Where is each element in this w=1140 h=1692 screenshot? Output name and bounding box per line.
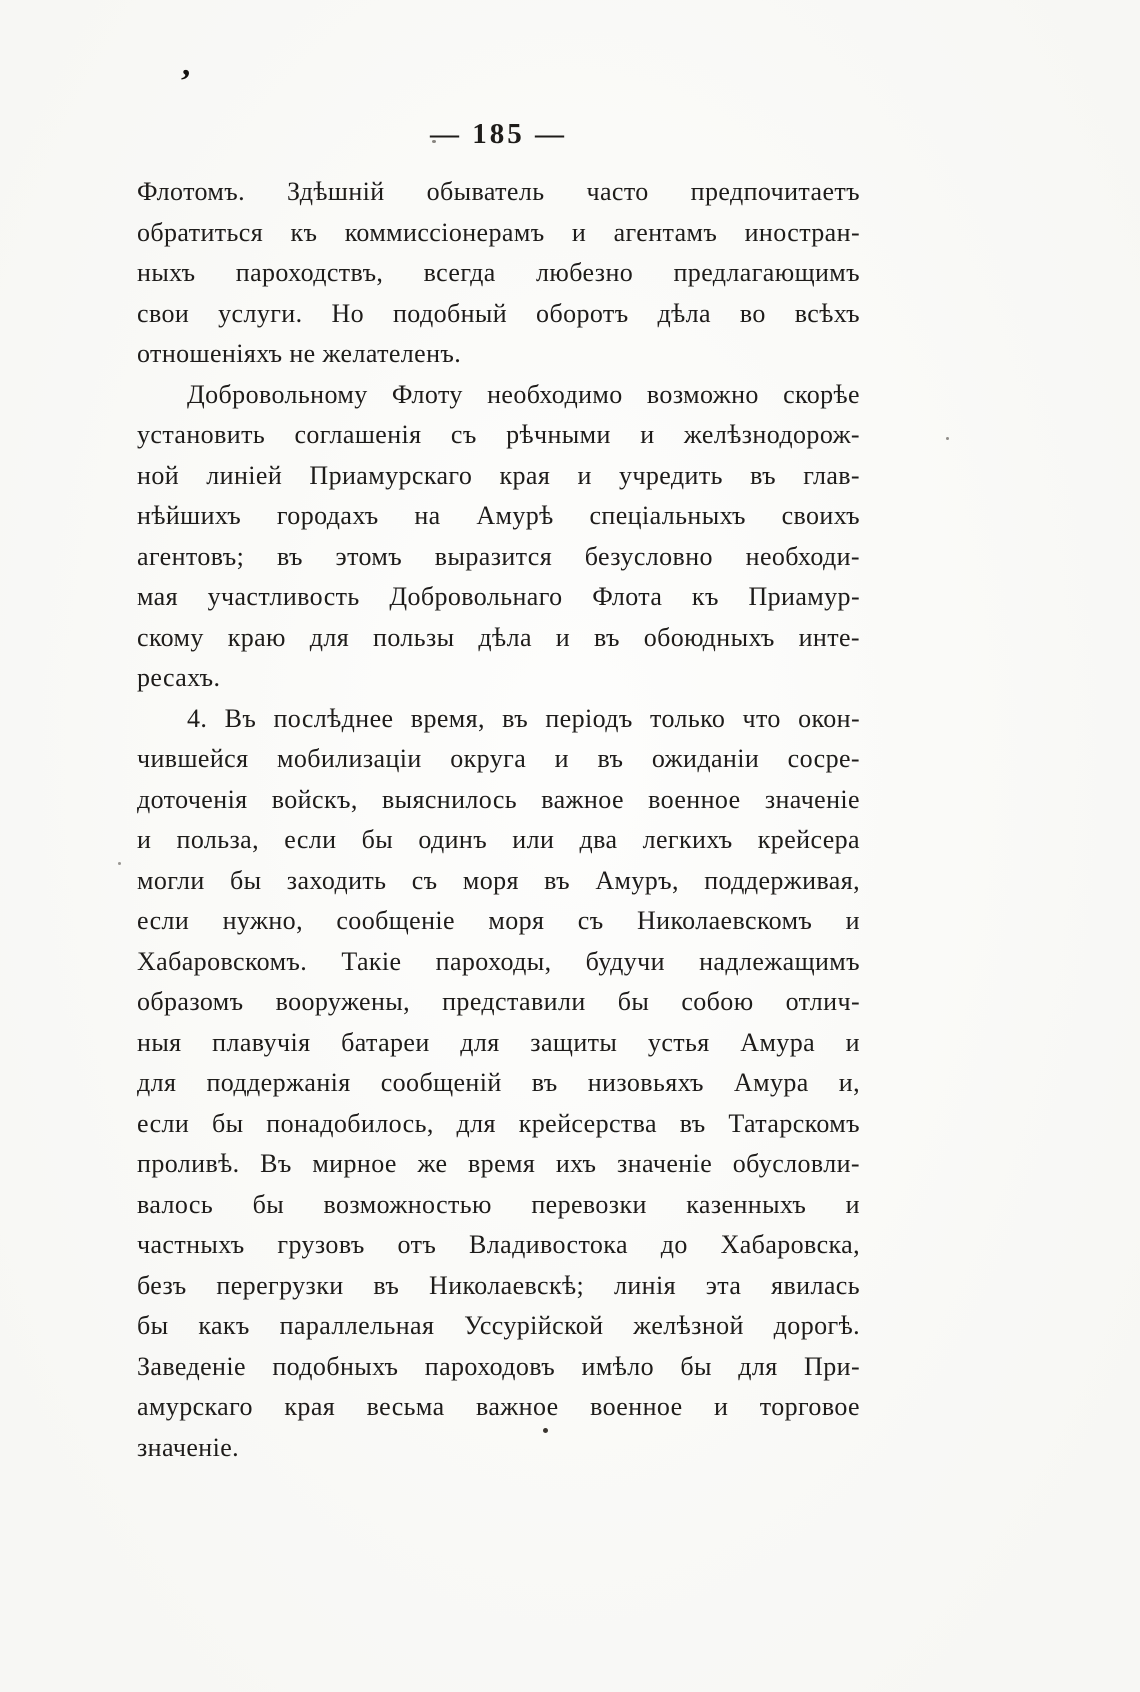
text-line: чившейся мобилизаціи округа и въ ожиданіи сосре- [137, 744, 860, 773]
text-line: ресахъ. [137, 663, 221, 692]
scan-speck [118, 862, 121, 865]
text-line: валось бы возможностью перевозки казенныхъ и [137, 1189, 860, 1219]
text-line: частныхъ грузовъ отъ Владивостока до Хабаровска, [137, 1230, 860, 1259]
text-line: значеніе. [137, 1432, 240, 1462]
text-line: скому краю для пользы дѣла и въ обоюдныхъ инте- [137, 622, 860, 652]
text-line: проливѣ. Въ мирное же время ихъ значеніе обусловли- [137, 1149, 860, 1178]
ink-mark: , [180, 45, 195, 84]
text-line: бы какъ параллельная Уссурійской желѣзной дорогѣ. [137, 1311, 860, 1340]
text-line: ныхъ пароходствъ, всегда любезно предлагающимъ [137, 258, 860, 287]
text-line: отношеніяхъ не желателенъ. [137, 339, 462, 368]
text-line: обратиться къ коммиссіонерамъ и агентамъ иностран- [137, 217, 860, 247]
text-line: Хабаровскомъ. Такіе пароходы, будучи надлежащимъ [137, 946, 860, 976]
text-line: если нужно, сообщеніе моря съ Николаевскомъ и [137, 906, 860, 935]
text-line: могли бы заходить съ моря въ Амуръ, поддерживая, [137, 865, 860, 895]
text-line: для поддержанія сообщеній въ низовьяхъ Амура и, [137, 1068, 860, 1097]
text-line: ной линіей Приамурскаго края и учредить въ глав- [137, 460, 860, 490]
page-number: — 185 — [430, 118, 567, 150]
text-line: Заведеніе подобныхъ пароходовъ имѣло бы для При- [137, 1351, 860, 1381]
text-line: 4. Въ послѣднее время, въ періодъ только что окон- [187, 703, 860, 733]
paragraph [137, 172, 860, 375]
text-line: установить соглашенія съ рѣчными и желѣзнодорож- [137, 420, 860, 449]
text-line: Флотомъ. Здѣшній обыватель часто предпочитаетъ [137, 177, 860, 206]
text-line: если бы понадобилось, для крейсерства въ Татарскомъ [137, 1108, 860, 1138]
text-line: нѣйшихъ городахъ на Амурѣ спеціальныхъ своихъ [137, 501, 860, 530]
paragraph [137, 375, 860, 699]
text-line: свои услуги. Но подобный оборотъ дѣла во всѣхъ [137, 298, 860, 328]
text-line: ныя плавучія батареи для защиты устья Амура и [137, 1027, 860, 1057]
text-line: Добровольному Флоту необходимо возможно скорѣе [187, 379, 860, 409]
scan-speck [946, 437, 949, 440]
text-line: безъ перегрузки въ Николаевскѣ; линія эта явилась [137, 1270, 860, 1300]
text-block [137, 172, 860, 1468]
text-line: агентовъ; въ этомъ выразится безусловно необходи- [137, 541, 860, 571]
text-line: доточенія войскъ, выяснилось важное военное значеніе [137, 784, 860, 814]
text-line: амурскаго края весьма важное военное и торговое [137, 1392, 860, 1421]
text-line: образомъ вооружены, представили бы собою отлич- [137, 987, 860, 1016]
text-line: и польза, если бы одинъ или два легкихъ крейсера [137, 825, 860, 854]
text-line: мая участливость Добровольнаго Флота къ Приамур- [137, 582, 860, 611]
paragraph [137, 699, 860, 1469]
